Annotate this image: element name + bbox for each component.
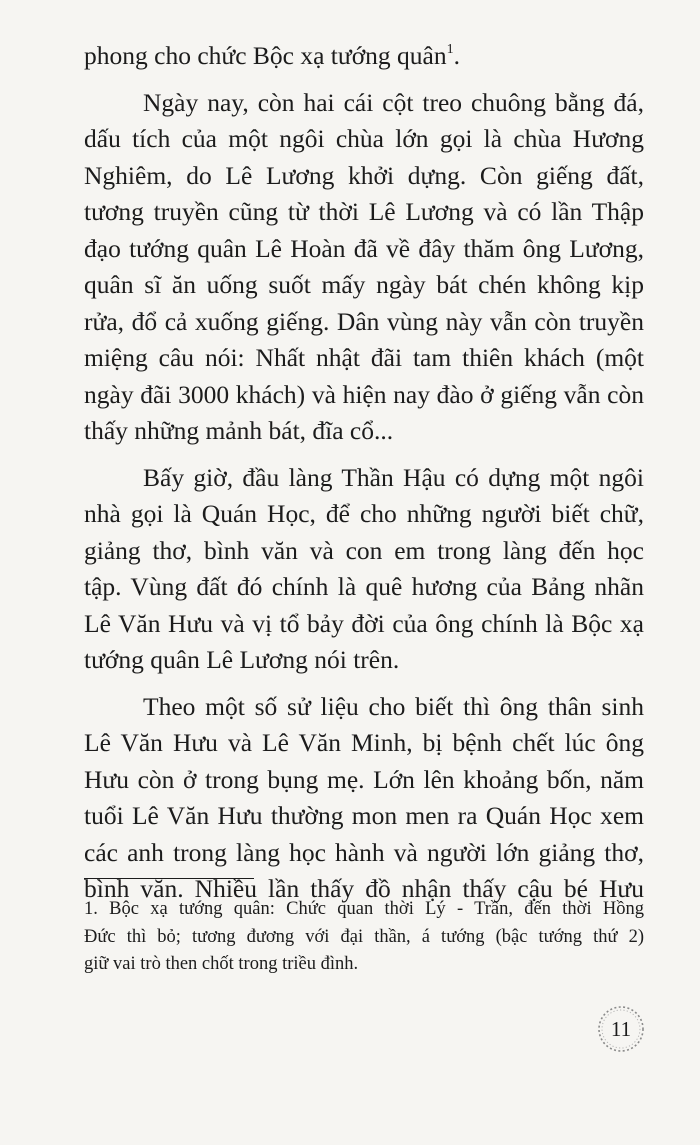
line-punctuation: . — [453, 41, 461, 70]
paragraph-line: Bấy giờ, đầu làng Thần Hậu có dựng một ngôi — [143, 462, 644, 492]
paragraph-line: các anh trong làng học hành và người lớn giảng thơ, — [84, 837, 644, 867]
paragraph — [84, 689, 644, 908]
paragraph-line: tương truyền cũng từ thời Lê Lương và có lần Thập — [84, 197, 644, 226]
footnote — [84, 896, 644, 979]
paragraph-line: Nghiêm, do Lê Lương khởi dựng. Còn giếng đất, — [84, 160, 644, 190]
footnote-divider — [84, 878, 254, 879]
paragraph-line: bình văn. Nhiều lần thấy đồ nhận thấy cậu bé Hưu — [84, 874, 644, 903]
page-number: 11 — [610, 1017, 632, 1041]
paragraph-line: nhà gọi là Quán Học, để cho những người biết chữ, — [84, 499, 644, 528]
page-number-badge — [596, 1004, 646, 1054]
paragraph-line: rửa, đổ cả xuống giếng. Dân vùng này vẫn còn truyền — [84, 306, 644, 336]
paragraph-line: quân sĩ ăn uống suốt mấy ngày bát chén không kịp — [84, 270, 644, 299]
footnote-line: 1. Bộc xạ tướng quân: Chức quan thời Lý - Trần, đến thời Hồng — [84, 899, 644, 919]
paragraph-line: Hưu còn ở trong bụng mẹ. Lớn lên khoảng bốn, năm — [84, 764, 644, 794]
paragraph-line: tập. Vùng đất đó chính là quê hương của Bảng nhãn — [84, 572, 644, 601]
paragraph-line — [84, 38, 644, 75]
paragraph — [84, 85, 644, 450]
footnote-line: giữ vai trò then chốt trong triều đình. — [84, 954, 359, 974]
paragraph-line: đạo tướng quân Lê Hoàn đã về đây thăm ông Lương, — [84, 233, 644, 263]
paragraph-line: ngày đãi 3000 khách) và hiện nay đào ở giếng vẫn còn — [84, 379, 644, 409]
paragraph-line: Theo một số sử liệu cho biết thì ông thân sinh — [143, 691, 644, 721]
paragraph-line: thấy những mảnh bát, đĩa cổ... — [84, 416, 394, 445]
paragraph-line: Lê Văn Hưu và vị tổ bảy đời của ông chính là Bộc xạ — [84, 608, 644, 638]
paragraph — [84, 460, 644, 679]
footnote-line: Đức thì bỏ; tương đương với đại thần, á tướng (bậc tướng thứ 2) — [84, 926, 644, 947]
paragraph-line: Lê Văn Hưu và Lê Văn Minh, bị bệnh chết lúc ông — [84, 728, 644, 757]
footnote-reference[interactable]: 1 — [446, 42, 454, 57]
body-text — [84, 38, 644, 908]
paragraph-line: tướng quân Lê Lương nói trên. — [84, 645, 400, 674]
paragraph-line: tuổi Lê Văn Hưu thường mon men ra Quán Học xem — [84, 801, 644, 830]
line-text: phong cho chức Bộc xạ tướng quân — [84, 41, 447, 70]
paragraph-line: giảng thơ, bình văn và con em trong làng đến học — [84, 535, 644, 565]
paragraph-line: miệng câu nói: Nhất nhật đãi tam thiên khách (một — [84, 343, 644, 372]
paragraph-line: Ngày nay, còn hai cái cột treo chuông bằng đá, — [143, 87, 644, 117]
paragraph-line: dấu tích của một ngôi chùa lớn gọi là chùa Hương — [84, 124, 644, 153]
